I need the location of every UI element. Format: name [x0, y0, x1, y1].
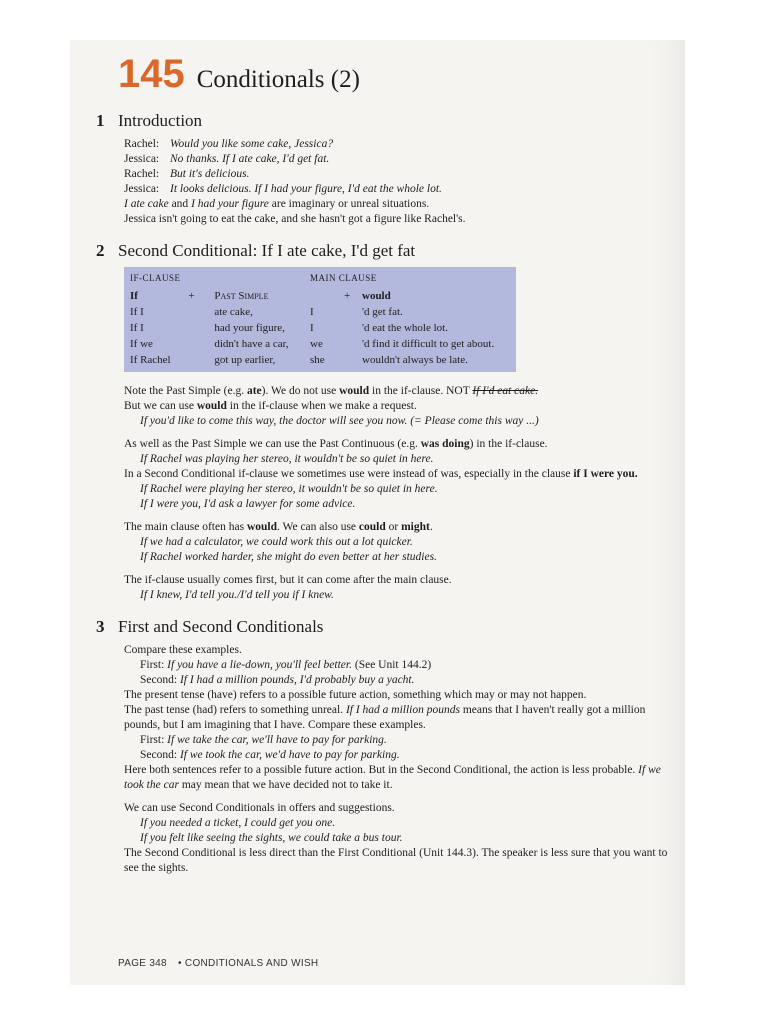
cell: would	[362, 290, 391, 302]
text: The past tense (had) refers to something unreal.	[124, 704, 346, 716]
text: ). We do not use	[261, 385, 340, 397]
bullet: •	[178, 958, 182, 969]
main-clause-header: MAIN CLAUSE	[310, 273, 377, 283]
cell: wouldn't always be late.	[362, 354, 468, 366]
label: First:	[140, 659, 165, 671]
example: If we take the car, we'll have to pay for parking.	[167, 734, 387, 746]
section-number: 2	[96, 241, 105, 260]
table-row	[124, 352, 516, 372]
page-number: PAGE 348	[118, 958, 167, 969]
text: But we can use	[124, 400, 197, 412]
cell: ate cake,	[214, 306, 253, 318]
table-row	[124, 288, 516, 304]
paragraph: The Second Conditional is less direct than the First Conditional (Unit 144.3). The speaker is less sure that you want to see the sights.	[124, 847, 668, 874]
wrong-example: If I'd eat cake.	[472, 385, 539, 397]
text: In a Second Conditional if-clause we sometimes use were instead of was, especially in the clause	[124, 468, 574, 480]
cell: +	[188, 290, 195, 302]
speaker: Jessica:	[124, 183, 160, 195]
example: If you felt like seeing the sights, we could take a bus tour.	[140, 832, 403, 844]
compare-line	[140, 658, 678, 673]
dialog-line	[124, 152, 678, 167]
emphasis: would	[196, 400, 227, 412]
unit-header	[118, 52, 678, 97]
text: in the if-clause when we make a request.	[226, 400, 417, 412]
example: If we had a calculator, we could work this out a lot quicker.	[140, 536, 413, 548]
dialog-line	[124, 137, 678, 152]
table-row	[124, 304, 516, 320]
label: Second:	[140, 749, 178, 761]
compare-line	[140, 733, 678, 748]
paragraph: The present tense (have) refers to a possible future action, something which may or may not happen.	[124, 689, 587, 701]
text: means that I haven't really got a million pounds, but I am imagining that I have. Compare these examples.	[124, 704, 646, 731]
text: Note the Past Simple (e.g.	[124, 385, 247, 397]
emphasis: I ate cake	[124, 198, 169, 210]
cell: If	[130, 290, 138, 302]
emphasis: would	[339, 385, 370, 397]
dialog	[118, 137, 678, 197]
dialog-line	[124, 182, 678, 197]
cell: had your figure,	[214, 322, 285, 334]
paragraph	[124, 763, 678, 793]
text: or	[385, 521, 402, 533]
page-content	[96, 52, 678, 876]
cell: 'd find it difficult to get about.	[362, 338, 495, 350]
cell: Past Simple	[214, 290, 269, 302]
text: The main clause often has	[124, 521, 247, 533]
compare-line	[140, 673, 678, 688]
section-3-heading	[96, 617, 678, 637]
paragraph: We can use Second Conditionals in offers and suggestions.	[124, 802, 395, 814]
page-footer	[118, 958, 318, 969]
cell: she	[310, 354, 325, 366]
cell: we	[310, 338, 323, 350]
section-title: Second Conditional: If I ate cake, I'd get fat	[118, 241, 416, 260]
paragraph	[124, 384, 678, 399]
emphasis: was doing	[420, 438, 470, 450]
cell: If Rachel	[130, 354, 171, 366]
speech: It looks delicious. If I had your figure, I'd eat the whole lot.	[170, 183, 442, 195]
grammar-table	[124, 267, 516, 372]
example: If you'd like to come this way, the doctor will see you now. (= Please come this way ...)	[140, 415, 539, 427]
text: may mean that we have decided not to take it.	[178, 779, 393, 791]
cell: I	[310, 306, 314, 318]
paragraph	[124, 703, 678, 733]
section-title: Introduction	[118, 111, 203, 130]
paragraph: Jessica isn't going to eat the cake, and she hasn't got a figure like Rachel's.	[124, 213, 466, 225]
paragraph	[124, 399, 678, 414]
paragraph	[124, 197, 678, 212]
cell: If I	[130, 306, 144, 318]
example: If I were you, I'd ask a lawyer for some advice.	[140, 498, 356, 510]
speech: Would you like some cake, Jessica?	[170, 138, 334, 150]
section-number: 1	[96, 111, 105, 130]
reference: (See Unit 144.2)	[351, 659, 432, 671]
paragraph: The if-clause usually comes first, but it can come after the main clause.	[124, 574, 452, 586]
example: If we took the car, we'd have to pay for parking.	[179, 749, 400, 761]
example: If Rachel worked harder, she might do even better at her studies.	[140, 551, 437, 563]
section-1-heading	[96, 111, 678, 131]
example: If you needed a ticket, I could get you one.	[140, 817, 336, 829]
cell: +	[344, 290, 351, 302]
if-clause-header: IF-CLAUSE	[130, 273, 181, 283]
example: If Rachel was playing her stereo, it wouldn't be so quiet in here.	[140, 453, 434, 465]
unit-number: 145	[118, 52, 185, 96]
text: in the if-clause. NOT	[369, 385, 473, 397]
footer-section: CONDITIONALS AND WISH	[184, 958, 319, 969]
speech: But it's delicious.	[170, 168, 250, 180]
emphasis: would	[246, 521, 277, 533]
emphasis: If I had a million pounds	[345, 704, 460, 716]
text: Here both sentences refer to a possible future action. But in the Second Conditional, the action is less probable.	[124, 764, 639, 776]
example: If I had a million pounds, I'd probably buy a yacht.	[179, 674, 415, 686]
table-row	[124, 336, 516, 352]
dialog-line	[124, 167, 678, 182]
book-page	[70, 40, 685, 985]
text: are imaginary or unreal situations.	[268, 198, 430, 210]
table-row	[124, 320, 516, 336]
compare-line	[140, 748, 678, 763]
text: ) in the if-clause.	[469, 438, 548, 450]
emphasis: ate	[246, 385, 262, 397]
paragraph	[124, 437, 678, 452]
cell	[304, 288, 344, 304]
table-header	[124, 267, 516, 288]
text: . We can also use	[277, 521, 359, 533]
speaker: Rachel:	[124, 138, 160, 150]
emphasis: If we took the car	[124, 764, 661, 791]
cell: If we	[130, 338, 153, 350]
section-title: First and Second Conditionals	[118, 617, 324, 636]
cell: didn't have a car,	[214, 338, 289, 350]
speaker: Rachel:	[124, 168, 160, 180]
section-2-heading	[96, 241, 678, 261]
example: If Rachel were playing her stereo, it wouldn't be so quiet in here.	[140, 483, 438, 495]
section-number: 3	[96, 617, 105, 636]
paragraph	[124, 520, 678, 535]
cell: got up earlier,	[214, 354, 276, 366]
label: Second:	[140, 674, 178, 686]
cell: 'd eat the whole lot.	[362, 322, 448, 334]
unit-title: Conditionals (2)	[196, 66, 360, 93]
text: As well as the Past Simple we can use the Past Continuous (e.g.	[124, 438, 421, 450]
cell: I	[310, 322, 314, 334]
text: .	[429, 521, 433, 533]
emphasis: might	[401, 521, 430, 533]
cell: If I	[130, 322, 144, 334]
example: If you have a lie-down, you'll feel better.	[167, 659, 352, 671]
speaker: Jessica:	[124, 153, 160, 165]
example: If I knew, I'd tell you./I'd tell you if I knew.	[140, 589, 334, 601]
emphasis: I had your figure	[191, 198, 269, 210]
cell: 'd get fat.	[362, 306, 403, 318]
emphasis: could	[358, 521, 386, 533]
paragraph: Compare these examples.	[124, 644, 242, 656]
text: and	[168, 198, 192, 210]
speech: No thanks. If I ate cake, I'd get fat.	[170, 153, 330, 165]
paragraph	[124, 467, 678, 482]
label: First:	[140, 734, 165, 746]
emphasis: if I were you.	[573, 468, 638, 480]
